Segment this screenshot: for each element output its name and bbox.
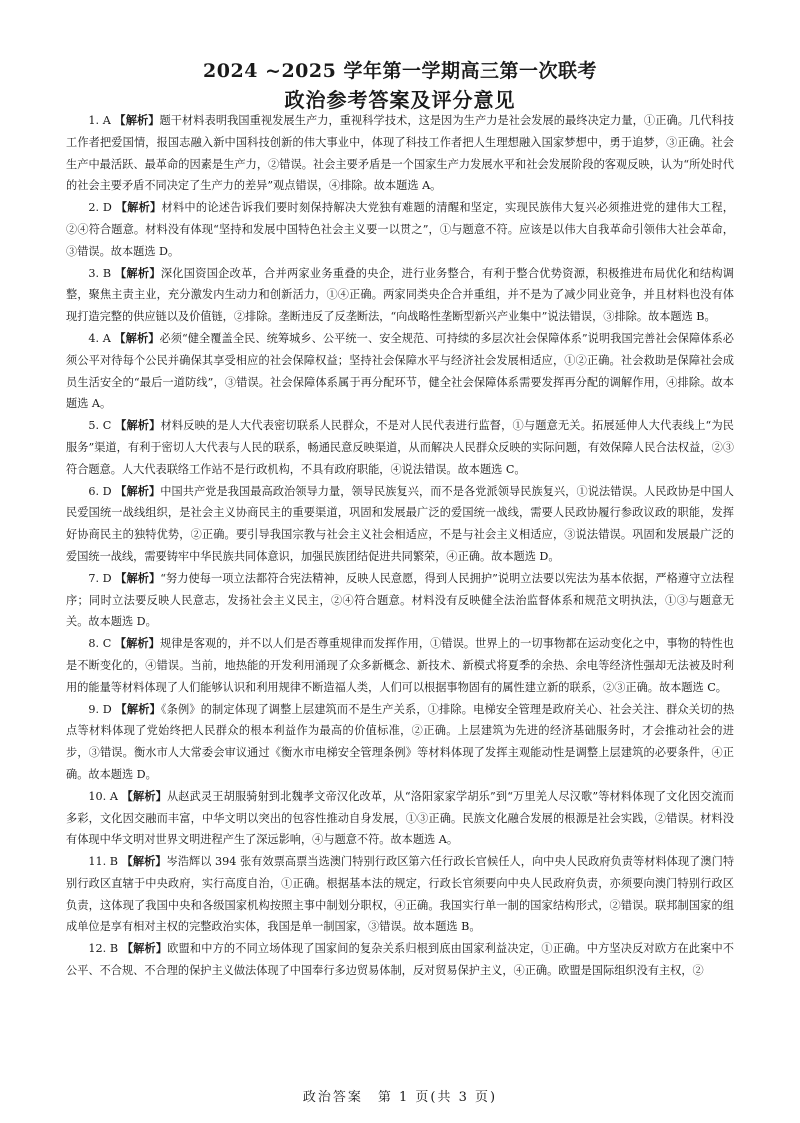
analysis-tag: 【解析】 xyxy=(121,942,168,956)
answer-number: 1. A xyxy=(88,114,111,127)
answer-item xyxy=(66,938,734,982)
answer-explanation: 《条例》的制定体现了调整上层建筑而不是生产关系，①排除。电梯安全管理是政府关心、社会关注、群众关切的热点等材料体现了党始终把人民群众的根本利益作为最高的价值标准，②正确。上层建筑为先进的经济基础服务时，才会推动社会的进步，③错误。衡水市人大常委会审议通过《衡水市电梯安全管理条例》等材料体现了发挥主观能动性是调整上层建筑的必要条件，④正确。故本题选 D。 xyxy=(66,702,735,781)
document-subtitle: 政治参考答案及评分意见 xyxy=(284,88,516,112)
answer-explanation: 中国共产党是我国最高政治领导力量，领导民族复兴，而不是各党派领导民族复兴，①说法错误。人民政协是中国人民爱国统一战线组织，是社会主义协商民主的重要渠道，巩固和发展最广泛的爱国统一战线，需要人民政协履行参政议政的职能，发挥好协商民主的独特优势，②正确。要引导我国宗教与社会主义社会相适应，不是与社会主义相适应，③说法错误。巩固和发展最广泛的爱国统一战线，需要铸牢中华民族共同体意识，加强民族团结促进共同繁荣，④正确。故本题选 D。 xyxy=(66,484,734,563)
answer-list xyxy=(66,110,734,982)
analysis-tag: 【解析】 xyxy=(114,266,161,280)
answer-item xyxy=(66,633,734,698)
answer-number: 9. D xyxy=(88,702,112,716)
analysis-tag: 【解析】 xyxy=(115,571,161,585)
answer-item xyxy=(66,110,734,197)
answer-item xyxy=(66,197,734,262)
answer-number: 6. D xyxy=(88,484,112,498)
answer-explanation: 岑浩辉以 394 张有效票高票当选澳门特别行政区第六任行政长官候任人，向中央人民政府负责等材料体现了澳门特别行政区直辖于中央政府，实行高度自治，①正确。根据基本法的规定，行政长官须要向中央人民政府负责，亦须要向澳门特别行政区负责，这体现了我国中央和各级国家机构按照主事中制划分职权，④正确。我国实行单一制的国家结构形式，②错误。联邦制国家的组成单位是享有相对主权的完整政治实体，我国是单一制国家，③错误。故本题选 B。 xyxy=(66,855,735,934)
answer-explanation: 从赵武灵王胡服骑射到北魏孝文帝汉化改革，从“洛阳家家学胡乐”到“万里羌人尽汉歌”等材料体现了文化因交流而多彩，文化因交融而丰富，中华文明以突出的包容性推动自身发展，①③正确。民族文化融合发展的根源是社会实践，②错误。材料没有体现中华文明对世界文明进程产生了深远影响，④与题意不符。故本题选 A。 xyxy=(66,789,734,847)
answer-number: 10. A xyxy=(88,789,118,803)
answer-explanation: 材料中的论述告诉我们要时刻保持解决大党独有难题的清醒和坚定，实现民族伟大复兴必须推进党的建伟大工程，②④符合题意。材料没有体现“坚持和发展中国特色社会主义要一以贯之”，①与题意不符。应该是以伟大自我革命引领伟大社会革命，③错误。故本题选 D。 xyxy=(66,201,734,258)
answer-number: 4. A xyxy=(88,331,111,345)
answer-number: 3. B xyxy=(88,266,112,280)
analysis-tag: 【解析】 xyxy=(121,789,167,803)
answer-number: 7. D xyxy=(88,571,112,585)
answer-item xyxy=(66,328,734,415)
answer-number: 11. B xyxy=(88,855,119,869)
page-footer: 政治答案 第 1 页(共 3 页) xyxy=(302,1090,498,1105)
analysis-tag: 【解析】 xyxy=(115,702,161,716)
answer-number: 5. C xyxy=(88,419,112,433)
answer-explanation: 深化国资国企改革，合并两家业务重叠的央企，进行业务整合，有利于整合优势资源，积极推进布局优化和结构调整，聚焦主责主业，充分激发内生动力和创新活力，①④正确。两家同类央企合并重组，并不是为了减少同业竞争，并且材料也没有体现打造完整的供应链以及价值链，②排除。垄断违反了反垄断法，“向战略性垄断型新兴产业集中”说法错误，③排除。故本题选 B。 xyxy=(66,266,734,324)
answer-item xyxy=(66,699,734,786)
answer-item xyxy=(66,263,734,328)
answer-item xyxy=(66,481,734,568)
answer-item xyxy=(66,851,734,938)
answer-explanation: 欧盟和中方的不同立场体现了国家间的复杂关系归根到底由国家利益决定，①正确。中方坚决反对欧方在此案中不公平、不合规、不合理的保护主义做法体现了中国奉行多边贸易体制，反对贸易保护主义，④正确。欧盟是国际组织没有主权，② xyxy=(66,942,734,978)
analysis-tag: 【解析】 xyxy=(114,114,160,127)
analysis-tag: 【解析】 xyxy=(115,201,162,215)
analysis-tag: 【解析】 xyxy=(114,637,160,651)
answer-explanation: 规律是客观的，并不以人们是否尊重规律而发挥作用，①错误。世界上的一切事物都在运动变化之中，事物的特性也是不断变化的，④错误。当前，地热能的开发利用涌现了众多新概念、新技术、新模式将夏季的余热、余电等经济性强却无法被及时利用的能量等材料体现了人们能够认识和利用规律不断造福人类，人们可以根据事物固有的属性建立新的联系，②③正确。故本题选 C。 xyxy=(66,637,734,694)
analysis-tag: 【解析】 xyxy=(121,855,167,869)
analysis-tag: 【解析】 xyxy=(114,331,160,345)
analysis-tag: 【解析】 xyxy=(115,484,161,498)
answer-number: 12. B xyxy=(88,942,119,956)
answer-explanation: 题干材料表明我国重视发展生产力，重视科学技术，这是因为生产力是社会发展的最终决定力量，①正确。几代科技工作者把爱国情，报国志融入新中国科技创新的伟大事业中，体现了科技工作者把人生理想融入国家梦想中，勇于追梦，③正确。社会生产中最活跃、最革命的因素是生产力，②错误。社会主要矛盾是一个国家生产力发展水平和社会发展阶段的客观反映，认为“所处时代的社会主要矛盾不同决定了生产力的差异”观点错误，④排除。故本题选 A。 xyxy=(66,114,734,193)
answer-explanation: 材料反映的是人大代表密切联系人民群众，不是对人民代表进行监督，①与题意无关。拓展延伸人大代表线上“为民服务”渠道，有利于密切人大代表与人民的联系，畅通民意反映渠道，从而解决人民群众反映的实际问题，有效保障人民合法权益，②③符合题意。人大代表联络工作站不是行政机构，不具有政府职能，④说法错误。故本题选 C。 xyxy=(66,419,734,476)
answer-item xyxy=(66,786,734,851)
exam-title: 2024 ~2025 学年第一学期高三第一次联考 xyxy=(203,60,597,82)
answer-explanation: 必须“健全覆盖全民、统筹城乡、公平统一、安全规范、可持续的多层次社会保障体系”说明我国完善社会保障体系必须公平对待每个公民并确保其享受相应的社会保障权益；坚持社会保障水平与经济社会发展相适应，①②正确。社会救助是保障社会成员生活安全的“最后一道防线”，③错误。社会保障体系属于再分配环节，健全社会保障体系需要发挥再分配的调解作用，④排除。故本题选 A。 xyxy=(66,331,734,411)
answer-number: 2. D xyxy=(88,201,112,215)
answer-explanation: “努力使每一项立法都符合宪法精神，反映人民意愿，得到人民拥护”说明立法要以宪法为基本依据，严格遵守立法程序；同时立法要反映人民意志，发扬社会主义民主，②④符合题意。材料没有反映健全法治监督体系和规范文明执法，①③与题意无关。故本题选 D。 xyxy=(66,571,734,629)
answer-number: 8. C xyxy=(88,637,112,651)
answer-item xyxy=(66,568,734,633)
answer-item xyxy=(66,415,734,480)
analysis-tag: 【解析】 xyxy=(115,419,161,433)
